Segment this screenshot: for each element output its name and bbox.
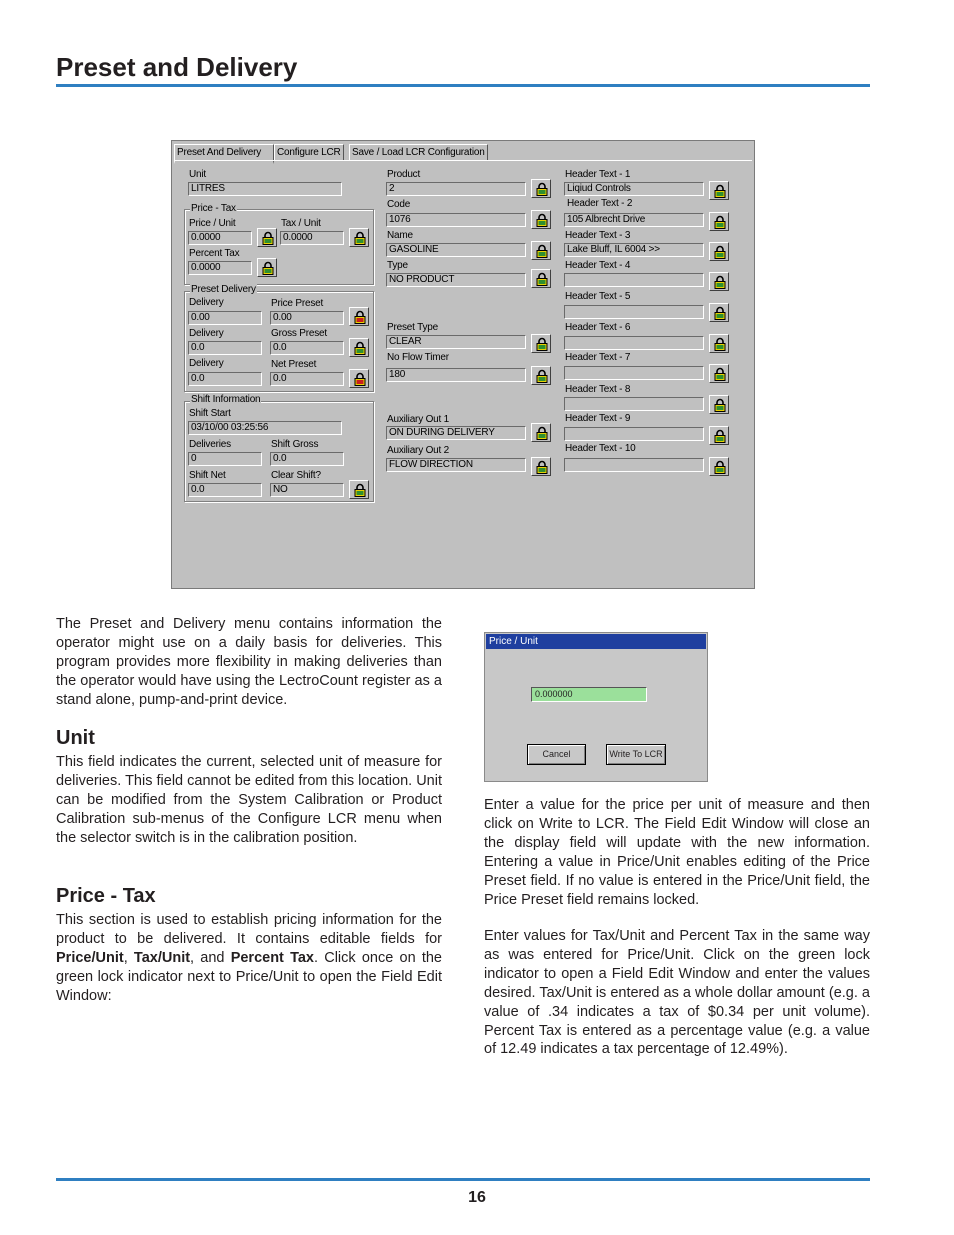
header-text-8-lock-button[interactable] xyxy=(709,395,729,414)
header-text-2-label: Header Text - 2 xyxy=(567,198,633,209)
unlocked-lock-icon xyxy=(536,460,548,474)
cancel-button[interactable]: Cancel xyxy=(527,744,586,765)
preset-type-field: CLEAR xyxy=(386,335,526,349)
unlocked-lock-icon xyxy=(536,337,548,351)
unit-label: Unit xyxy=(189,169,206,180)
header-text-6-label: Header Text - 6 xyxy=(565,322,631,333)
delivery-1-field: 0.00 xyxy=(188,311,262,325)
unlocked-lock-icon xyxy=(714,306,726,320)
tab-baseline xyxy=(174,160,752,161)
shift-gross-label: Shift Gross xyxy=(271,439,319,450)
header-text-4-label: Header Text - 4 xyxy=(565,260,631,271)
net-preset-field: 0.0 xyxy=(270,372,344,386)
unit-heading: Unit xyxy=(56,727,95,749)
percent-tax-field: 0.0000 xyxy=(188,261,252,275)
unlocked-lock-icon xyxy=(714,337,726,351)
unlocked-lock-icon xyxy=(536,369,548,383)
product-field: 2 xyxy=(386,182,526,196)
lcr-window-screenshot xyxy=(171,140,755,589)
unlocked-lock-icon xyxy=(536,426,548,440)
header-text-6-field xyxy=(564,336,704,350)
header-text-10-field xyxy=(564,458,704,472)
no-flow-timer-field: 180 xyxy=(386,368,526,382)
shift-net-field: 0.0 xyxy=(188,483,262,497)
preset-type-lock-button[interactable] xyxy=(531,334,551,353)
header-text-7-lock-button[interactable] xyxy=(709,364,729,383)
code-label: Code xyxy=(387,199,411,210)
unlocked-lock-icon xyxy=(536,272,548,286)
net-preset-label: Net Preset xyxy=(271,359,317,370)
price-unit-label: Price / Unit xyxy=(189,218,236,229)
delivery-1-label: Delivery xyxy=(189,297,224,308)
header-text-7-field xyxy=(564,366,704,380)
header-text-3-label: Header Text - 3 xyxy=(565,230,631,241)
dialog-title: Price / Unit xyxy=(486,634,706,649)
price-unit-input[interactable]: 0.000000 xyxy=(531,687,647,702)
header-text-2-lock-button[interactable] xyxy=(709,212,729,231)
type-label: Type xyxy=(387,260,408,271)
header-text-5-field xyxy=(564,305,704,319)
auxiliary-out-1-label: Auxiliary Out 1 xyxy=(387,414,450,425)
unlocked-lock-icon xyxy=(354,231,366,245)
deliveries-field: 0 xyxy=(188,452,262,466)
name-field: GASOLINE xyxy=(386,243,526,257)
type-field: NO PRODUCT xyxy=(386,273,526,287)
no-flow-timer-lock-button[interactable] xyxy=(531,366,551,385)
tax-unit-label: Tax / Unit xyxy=(281,218,321,229)
shift-start-field: 03/10/00 03:25:56 xyxy=(188,421,342,435)
header-text-3-lock-button[interactable] xyxy=(709,242,729,261)
price-tax-heading: Price - Tax xyxy=(56,885,156,907)
gross-preset-field: 0.0 xyxy=(270,341,344,355)
tab-save-load-configuration[interactable]: Save / Load LCR Configuration xyxy=(349,144,488,161)
clear-shift-field: NO xyxy=(270,483,344,497)
unlocked-lock-icon xyxy=(262,261,274,275)
locked-lock-icon xyxy=(354,310,366,324)
preset-delivery-group-title: Preset Delivery xyxy=(191,284,256,295)
locked-lock-icon xyxy=(354,372,366,386)
delivery-3-label: Delivery xyxy=(189,358,224,369)
header-text-1-label: Header Text - 1 xyxy=(565,169,631,180)
price-tax-group-title: Price - Tax xyxy=(191,203,236,214)
tab-configure-lcr[interactable]: Configure LCR xyxy=(274,144,344,161)
header-text-8-label: Header Text - 8 xyxy=(565,384,631,395)
header-text-10-label: Header Text - 10 xyxy=(565,443,636,454)
shift-information-group-title: Shift Information xyxy=(191,394,261,405)
product-label: Product xyxy=(387,169,421,180)
page-number: 16 xyxy=(468,1189,486,1206)
header-rule xyxy=(56,84,870,87)
type-lock-button[interactable] xyxy=(531,269,551,288)
unlocked-lock-icon xyxy=(354,483,366,497)
price-preset-label: Price Preset xyxy=(271,298,324,309)
unlocked-lock-icon xyxy=(714,275,726,289)
code-lock-button[interactable] xyxy=(531,210,551,229)
shift-start-label: Shift Start xyxy=(189,408,231,419)
unlocked-lock-icon xyxy=(714,184,726,198)
header-text-5-lock-button[interactable] xyxy=(709,303,729,322)
header-text-4-field xyxy=(564,273,704,287)
deliveries-label: Deliveries xyxy=(189,439,231,450)
auxiliary-out-2-label: Auxiliary Out 2 xyxy=(387,445,450,456)
header-text-1-field: Liqiud Controls xyxy=(564,182,704,196)
code-field: 1076 xyxy=(386,213,526,227)
header-text-9-label: Header Text - 9 xyxy=(565,413,631,424)
price-preset-lock-button[interactable] xyxy=(349,307,369,326)
unlocked-lock-icon xyxy=(714,429,726,443)
unlocked-lock-icon xyxy=(354,341,366,355)
shift-gross-field: 0.0 xyxy=(270,452,344,466)
header-text-9-field xyxy=(564,427,704,441)
unlocked-lock-icon xyxy=(262,231,274,245)
header-text-10-lock-button[interactable] xyxy=(709,457,729,476)
auxiliary-out-1-field: ON DURING DELIVERY xyxy=(386,426,526,440)
unlocked-lock-icon xyxy=(714,215,726,229)
right-paragraph-2: Enter values for Tax/Unit and Percent Tax in the same way as was entered for Price/Unit. Click on the green lock indicator to open a Field Edit Window and enter the values desired. Tax/Unit is entered as a whole dollar amount (e.g. a value of .34 indicates a tax of $0.34 per unit volume). Percent Tax is entered as a percentage value (e.g. a value of 12.49 indicates a tax percentage of 12.49%). xyxy=(484,928,870,1058)
intro-paragraph: The Preset and Delivery menu contains information the operator might use on a daily basis for deliveries. This program provides more flexibility in making deliveries than the operator would have using the LectroCount register as a stand alone, pump-and-print device. xyxy=(56,616,442,708)
header-text-5-label: Header Text - 5 xyxy=(565,291,631,302)
header-text-2-field: 105 Albrecht Drive xyxy=(564,213,704,227)
clear-shift-label: Clear Shift? xyxy=(271,470,321,481)
percent-tax-label: Percent Tax xyxy=(189,248,240,259)
page-title: Preset and Delivery xyxy=(56,52,298,82)
unlocked-lock-icon xyxy=(714,245,726,259)
delivery-2-label: Delivery xyxy=(189,328,224,339)
price-unit-lock-button[interactable] xyxy=(257,228,277,247)
gross-preset-label: Gross Preset xyxy=(271,328,327,339)
header-text-9-lock-button[interactable] xyxy=(709,426,729,445)
delivery-3-field: 0.0 xyxy=(188,372,262,386)
unit-paragraph: This field indicates the current, selected unit of measure for deliveries. This field cannot be edited from this location. Unit can be modified from the System Calibration or Product Calibration sub-menus of the Configure LCR menu when the selector switch is in the calibration position. xyxy=(56,754,442,846)
unlocked-lock-icon xyxy=(536,182,548,196)
auxiliary-out-1-lock-button[interactable] xyxy=(531,423,551,442)
net-preset-lock-button[interactable] xyxy=(349,369,369,388)
unlocked-lock-icon xyxy=(714,460,726,474)
header-text-3-field: Lake Bluff, IL 6004 >> xyxy=(564,243,704,257)
shift-net-label: Shift Net xyxy=(189,470,226,481)
tax-unit-lock-button[interactable] xyxy=(349,228,369,247)
auxiliary-out-2-lock-button[interactable] xyxy=(531,457,551,476)
product-lock-button[interactable] xyxy=(531,179,551,198)
tax-unit-field: 0.0000 xyxy=(280,231,344,245)
header-text-1-lock-button[interactable] xyxy=(709,181,729,200)
no-flow-timer-label: No Flow Timer xyxy=(387,352,449,363)
unlocked-lock-icon xyxy=(536,213,548,227)
header-text-7-label: Header Text - 7 xyxy=(565,352,631,363)
footer-rule xyxy=(56,1178,870,1181)
header-text-4-lock-button[interactable] xyxy=(709,272,729,291)
unlocked-lock-icon xyxy=(714,398,726,412)
name-lock-button[interactable] xyxy=(531,241,551,260)
percent-tax-lock-button[interactable] xyxy=(257,258,277,277)
write-to-lcr-button[interactable]: Write To LCR xyxy=(606,744,666,765)
field-edit-window-screenshot xyxy=(484,632,708,782)
price-unit-field: 0.0000 xyxy=(188,231,252,245)
right-paragraph-1: Enter a value for the price per unit of measure and then click on Write to LCR. The Field Edit Window will close an the display field will update with the new information. Entering a value in Price/Unit enables editing of the Price Preset field. If no value is entered in the Price/Unit field, the Price Preset field remains locked. xyxy=(484,797,870,908)
header-text-6-lock-button[interactable] xyxy=(709,334,729,353)
gross-preset-lock-button[interactable] xyxy=(349,338,369,357)
unlocked-lock-icon xyxy=(714,367,726,381)
tab-preset-and-delivery[interactable]: Preset And Delivery xyxy=(174,144,274,164)
price-preset-field: 0.00 xyxy=(270,311,344,325)
name-label: Name xyxy=(387,230,413,241)
delivery-2-field: 0.0 xyxy=(188,341,262,355)
header-text-8-field xyxy=(564,397,704,411)
price-tax-paragraph: This section is used to establish pricing information for the product to be delivered. It contains editable fields for Price/Unit, Tax/Unit, and Percent Tax. Click once on the green lock indicator next to Price/Unit to open the Field Edit Window: xyxy=(56,912,442,1004)
unlocked-lock-icon xyxy=(536,244,548,258)
clear-shift-lock-button[interactable] xyxy=(349,480,369,499)
preset-type-label: Preset Type xyxy=(387,322,438,333)
unit-field: LITRES xyxy=(188,182,342,196)
auxiliary-out-2-field: FLOW DIRECTION xyxy=(386,458,526,472)
